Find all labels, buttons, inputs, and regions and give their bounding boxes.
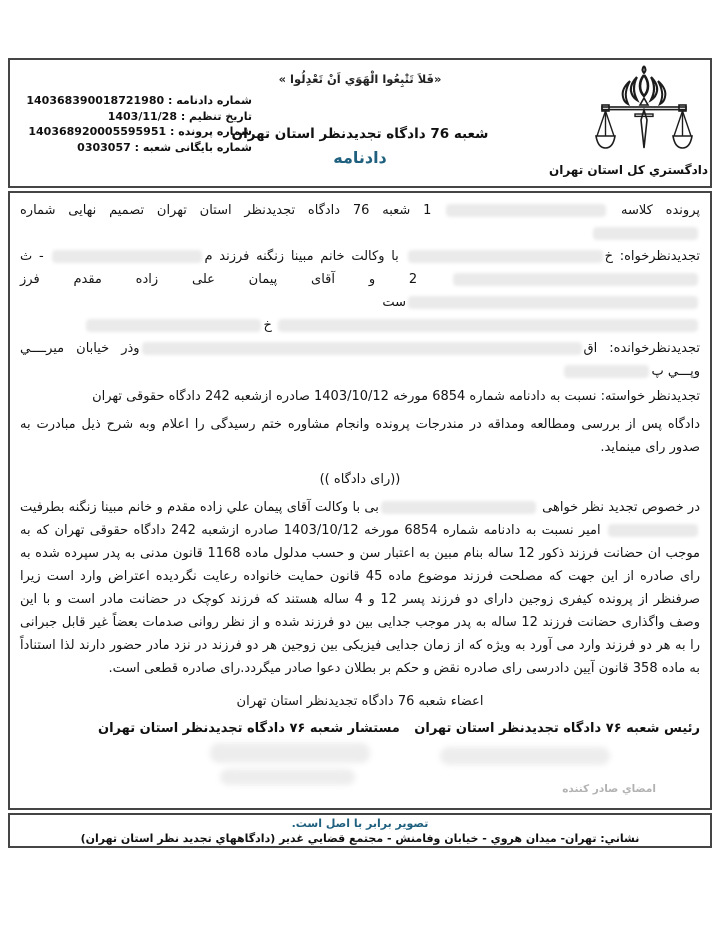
body-paragraphs (20, 199, 700, 713)
branch-title: شعبه 76 دادگاه تجدیدنظر استان تهران (231, 126, 489, 142)
text-run: خ (263, 318, 276, 333)
redaction (86, 319, 261, 332)
issue-date-value: 1403/11/28 (107, 109, 177, 123)
signature-redaction (220, 769, 355, 785)
issue-date-row (26, 109, 252, 125)
verdict-text (20, 496, 700, 680)
text-run: 1 شعبه 76 دادگاه تجدیدنظر استان تهران تصمیم نهایی شماره (20, 203, 445, 218)
text-run: 2 و آقای پیمان علی زاده مقدم فرز (20, 272, 451, 287)
quran-verse: «فَلاَ تَتْبِعُوا الْهَوَي اَنْ تَعْدِلُوا » (278, 72, 442, 86)
redaction (608, 524, 698, 537)
redaction (408, 250, 603, 263)
redaction (408, 296, 698, 309)
text-run: اعضاء شعبه 76 دادگاه تجدیدنظر استان تهران (236, 694, 484, 709)
judgment-body-box (8, 191, 712, 810)
text-run: تجدیدنظرخواه: خ (604, 249, 700, 264)
text-run: بی با وکالت آقای پیمان علي زاده مقدم و خانم مبینا زنگنه بطرفیت (20, 500, 379, 515)
document-meta (26, 93, 252, 155)
redaction (564, 365, 649, 378)
appellant-line (20, 245, 700, 337)
signature-area (20, 721, 700, 817)
redaction (453, 273, 698, 286)
judgment-number-label: شماره دادنامه : (167, 94, 252, 107)
certified-copy-note: تصویر برابر با اصل است. (291, 817, 429, 830)
text-run: وذر (109, 341, 140, 356)
redaction (142, 342, 582, 355)
signature-redaction (210, 743, 370, 763)
footer-box (8, 813, 712, 848)
text-run: امیر نسبت به دادنامه شماره 6854 مورخه 1403/10/12 صادره ازشعبه 242 دادگاه حقوقی تهران که به موجب ان حضانت فرزند ذکور 12 ساله بنام مبین به اعتبار سن و حسب مدلول ماده 1168 قانون مدنی به پدر سپرده شده به رای صادره از این جهت که مصلحت فرزند موضوع ماده 45 قانون حمایت خانواده رعایت نگردیده اعتراض وارد است زیرا صرفنظر از پرونده کیفری زوجین دارای دو فرزند پسر 12 و 4 ساله هستند که فرزند کوچک در حضانت مادر است و با این وصف واگذاری حضانت فرزند 12 ساله به پدر موجب جدایی بین دو فرزند شده و از نظر روانی صدمات بعضاً غیر قابل جبرانی را به هر دو فرزند وارد می آورد به ویژه که از زمان جدایی فیزیکی بین زوجین هر دو فرزند در نزد مادر حضور دارند لذا استناداً به ماده 358 قانون آیین دادرسی رای صادره نقض و حکم بر بطلان دعوا صادر میگردد.رای صادره قطعی است. (20, 523, 701, 676)
text-run: با وکالت خانم مبینا زنگنه فرزند م (204, 249, 406, 264)
case-number-label: شماره پرونده : (170, 125, 252, 138)
issue-date-label: تاریخ تنظیم : (180, 109, 252, 123)
archive-number-label: شماره بایگانی شعبه : (134, 140, 252, 154)
redaction (381, 501, 536, 514)
case-header (20, 199, 700, 245)
redaction (52, 250, 202, 263)
judgment-number-value: 140368390018721980 (26, 94, 165, 107)
redaction (593, 227, 698, 240)
text-run: پرونده کلاسه (608, 203, 700, 218)
text-run: - ث (20, 249, 51, 264)
header-box (8, 58, 712, 188)
verdict-heading (20, 468, 700, 491)
court-address: نشاني: تهران- میدان هروي - خیابان وفامنش - مجتمع قضایي غدیر (دادگاههاي تجدید نظر استان تهران) (80, 832, 640, 845)
text-run: ست (382, 295, 406, 310)
doc-type-title: دادنامه (333, 148, 387, 167)
signature-titles-row (20, 721, 700, 736)
redaction (278, 319, 698, 332)
appellee-line (20, 337, 700, 383)
judgment-number-row (26, 93, 252, 109)
text-run: خیابان میرــــي وپـــي پ (20, 341, 700, 379)
panel-members-line (20, 690, 700, 713)
case-number-value: 140368920005595951 (28, 125, 167, 138)
org-caption: دادگستري کل استان تهران (548, 163, 708, 177)
justice-scales-emblem-icon (594, 64, 694, 162)
president-signature-title: رئیس شعبه ۷۶ دادگاه تجدیدنظر استان تهران (414, 721, 700, 736)
text-run: در خصوص تجدید نظر خواهی (537, 500, 700, 515)
issuer-signature-note: امضاي صادر کننده (562, 783, 656, 795)
signature-redaction (440, 747, 610, 765)
redaction (446, 204, 606, 217)
text-run: تجدیدنظرخوانده: اق (583, 341, 700, 356)
appeal-request-line (20, 385, 700, 408)
court-preamble (20, 413, 700, 459)
text-run: دادگاه پس از بررسی ومطالعه ومداقه در مندرجات پرونده وانجام مشاوره ختم رسیدگی را اعلام وبه شرح ذیل مبادرت به صدور رای مینماید. (20, 417, 700, 455)
counselor-signature-title: مستشار شعبه ۷۶ دادگاه تجدیدنظر استان تهران (98, 721, 400, 736)
text-run: تجدیدنظر خواسته: نسبت به دادنامه شماره 6854 مورخه 1403/10/12 صادره ازشعبه 242 دادگاه حقوقی تهران (92, 389, 700, 404)
text-run: ((رای دادگاه )) (319, 472, 401, 487)
archive-number-value: 0303057 (77, 140, 131, 154)
